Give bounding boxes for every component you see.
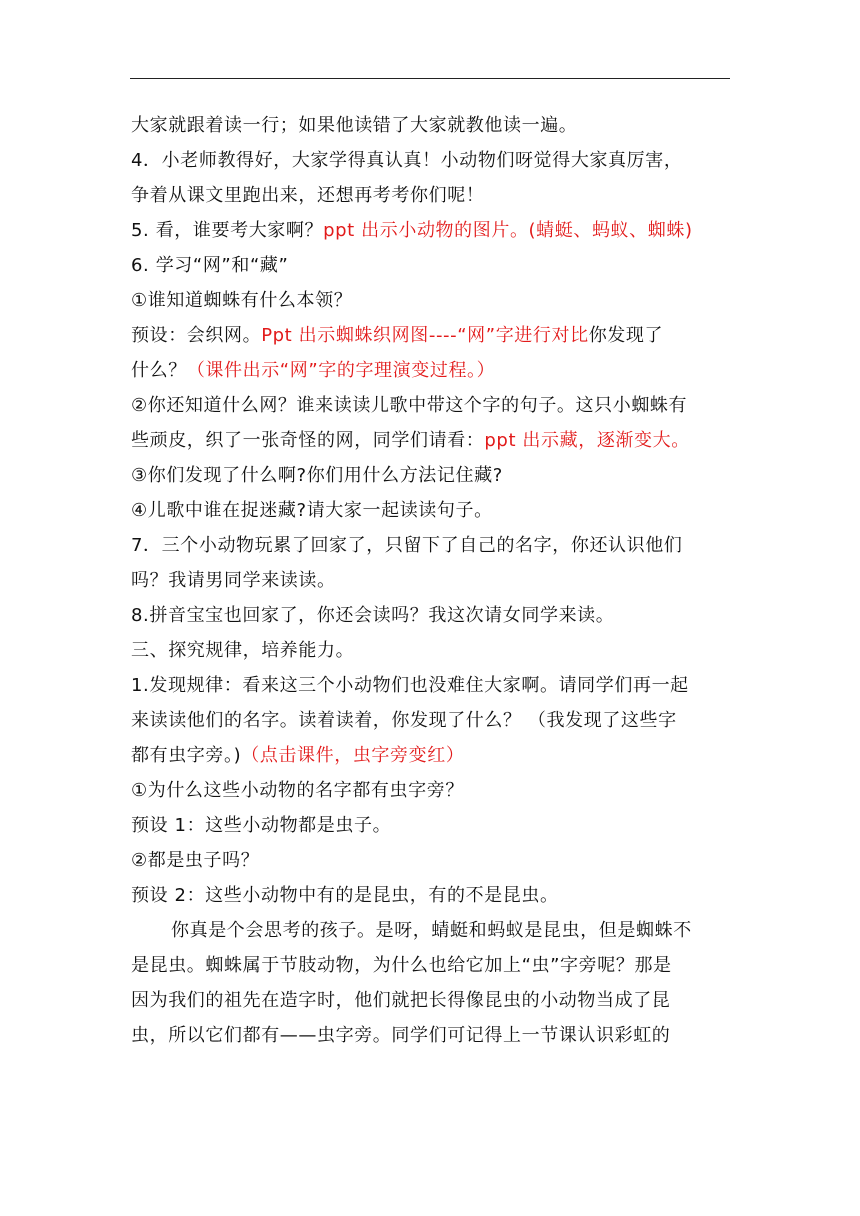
text-line (131, 668, 731, 703)
text-line (131, 318, 731, 353)
highlighted-text: （课件出示“网”字的字理演变过程。） (186, 360, 496, 381)
body-text: 来读读他们的名字。读着读着，你发现了什么？ （我发现了这些字 (131, 710, 677, 731)
text-line (131, 178, 731, 213)
body-text: ④儿歌中谁在捉迷藏?请大家一起读读句子。 (131, 500, 493, 521)
body-text: ①谁知道蜘蛛有什么本领？ (131, 290, 353, 311)
text-line (131, 423, 731, 458)
text-line (131, 283, 731, 318)
body-text: 吗？我请男同学来读读。 (131, 570, 336, 591)
text-line (131, 633, 731, 668)
text-line (131, 703, 731, 738)
body-text: 6. 学习“网”和“藏” (131, 255, 289, 276)
body-text: 大家就跟着读一行；如果他读错了大家就教他读一遍。 (131, 115, 578, 136)
body-text: ③你们发现了什么啊?你们用什么方法记住藏? (131, 465, 503, 486)
text-line (131, 493, 731, 528)
text-line (131, 808, 731, 843)
text-line (131, 458, 731, 493)
body-text: 预设 1：这些小动物都是虫子。 (131, 815, 392, 836)
text-line (131, 913, 731, 948)
text-line (131, 563, 731, 598)
highlighted-text: ppt 出示小动物的图片。(蜻蜓、蚂蚁、蜘蛛) (323, 220, 693, 241)
body-text: ①为什么这些小动物的名字都有虫字旁？ (131, 780, 464, 801)
body-text: 4．小老师教得好，大家学得真认真！小动物们呀觉得大家真厉害， (131, 150, 683, 171)
body-text: 因为我们的祖先在造字时，他们就把长得像昆虫的小动物当成了昆 (131, 990, 671, 1011)
body-text: 7．三个小动物玩累了回家了，只留下了自己的名字，你还认识他们 (131, 535, 683, 556)
body-text: 你真是个会思考的孩子。是呀，蜻蜓和蚂蚁是昆虫，但是蜘蛛不 (171, 920, 692, 941)
body-text: 都有虫字旁。) (131, 745, 242, 766)
text-line (131, 248, 731, 283)
text-line (131, 528, 731, 563)
body-text: 虫，所以它们都有——虫字旁。同学们可记得上一节课认识彩虹的 (131, 1025, 671, 1046)
text-line (131, 353, 731, 388)
body-text: ②你还知道什么网？谁来读读儿歌中带这个字的句子。这只小蜘蛛有 (131, 395, 688, 416)
body-text: ②都是虫子吗？ (131, 850, 260, 871)
highlighted-text: Ppt 出示蜘蛛织网图----“网”字进行对比 (261, 325, 589, 346)
text-line (131, 143, 731, 178)
text-line (131, 738, 731, 773)
text-line (131, 1018, 731, 1053)
text-line (131, 948, 731, 983)
text-line (131, 213, 731, 248)
text-line (131, 843, 731, 878)
body-text: 8.拼音宝宝也回家了，你还会读吗？我这次请女同学来读。 (131, 605, 615, 626)
text-line (131, 773, 731, 808)
highlighted-text: ppt 出示藏，逐渐变大。 (484, 430, 690, 451)
highlighted-text: （点击课件，虫字旁变红） (241, 745, 465, 766)
header-rule (130, 78, 730, 79)
text-line (131, 878, 731, 913)
text-line (131, 388, 731, 423)
body-text: 5. 看，谁要考大家啊？ (131, 220, 324, 241)
body-text: 预设 2：这些小动物中有的是昆虫，有的不是昆虫。 (131, 885, 559, 906)
text-line (131, 598, 731, 633)
document-body (131, 108, 731, 1053)
text-line (131, 108, 731, 143)
body-text: 争着从课文里跑出来，还想再考考你们呢！ (131, 185, 485, 206)
body-text: 1.发现规律：看来这三个小动物们也没难住大家啊。请同学们再一起 (131, 675, 689, 696)
text-line (131, 983, 731, 1018)
body-text: 什么？ (131, 360, 187, 381)
body-text: 是昆虫。蜘蛛属于节肢动物，为什么也给它加上“虫”字旁呢？那是 (131, 955, 672, 976)
body-text: 三、探究规律，培养能力。 (131, 640, 355, 661)
body-text: 些顽皮，织了一张奇怪的网，同学们请看： (131, 430, 485, 451)
body-text: 预设：会织网。 (131, 325, 262, 346)
body-text: 你发现了 (588, 325, 664, 346)
